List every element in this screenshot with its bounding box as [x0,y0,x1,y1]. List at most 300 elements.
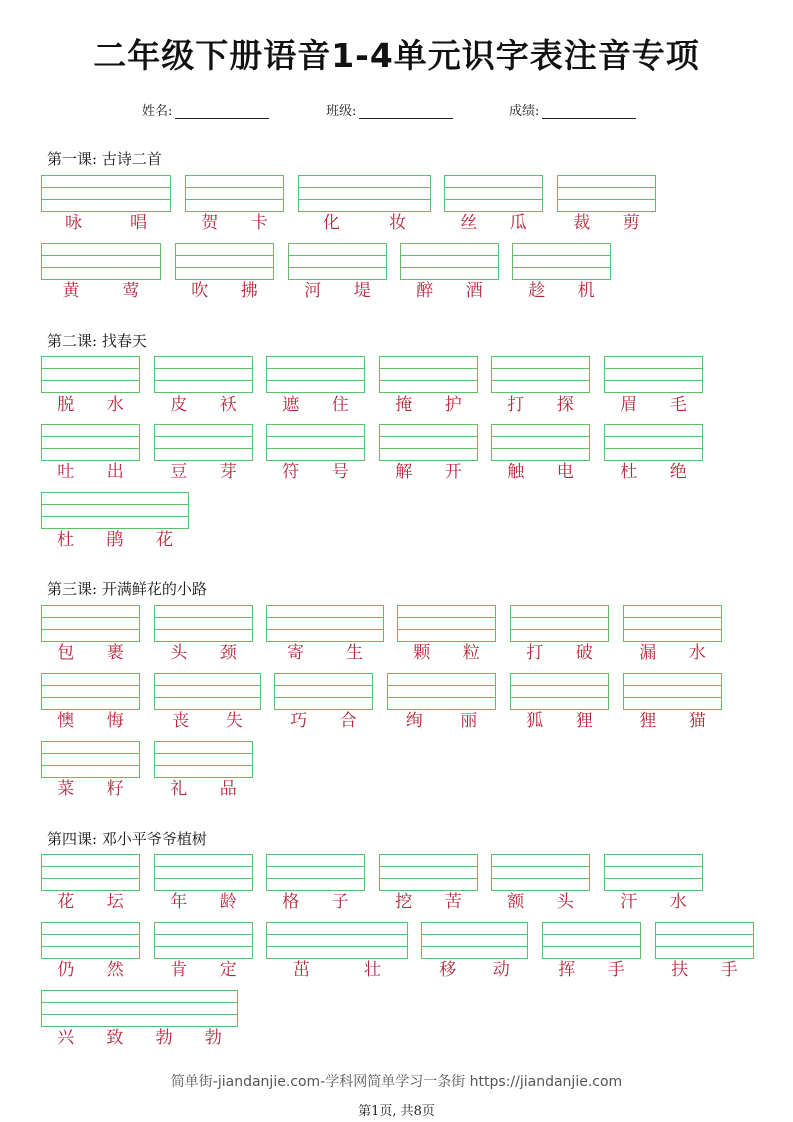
pinyin-guide-line [155,436,252,437]
pinyin-writing-box[interactable] [185,175,284,212]
pinyin-guide-line [267,380,364,381]
vocab-word [379,892,478,912]
pinyin-guide-line [398,617,495,618]
vocab-character: 额 [507,892,525,912]
pinyin-writing-box[interactable] [175,243,274,280]
pinyin-guide-line [511,697,608,698]
vocab-character: 吹 [191,281,209,301]
pinyin-guide-line [176,255,273,256]
pinyin-writing-box[interactable] [491,424,590,461]
vocab-character: 子 [331,892,349,912]
pinyin-guide-line [155,448,252,449]
vocab-word [387,711,496,731]
vocab-character: 寄 [287,643,304,663]
vocab-character: 剪 [622,213,640,233]
vocab-word [175,281,274,301]
pinyin-guide-line [155,753,252,754]
page-number: 第1页, 共8页 [358,1104,435,1119]
vocab-character: 酒 [465,281,483,301]
pinyin-guide-line [42,436,139,437]
vocab-character: 茁 [293,960,310,980]
vocab-character: 住 [331,395,349,415]
vocab-character: 唱 [130,213,147,233]
pinyin-guide-line [492,436,589,437]
footer-text: 简单街-jiandanjie.com-学科网简单学习一条街 https://jiandanjie.com [170,1074,623,1090]
pinyin-guide-line [543,946,640,947]
vocab-word [266,395,365,415]
pinyin-writing-box[interactable] [41,492,189,529]
vocab-character: 河 [304,281,322,301]
pinyin-guide-line [380,878,477,879]
vocab-character: 头 [556,892,574,912]
pinyin-guide-line [42,267,160,268]
pinyin-writing-box[interactable] [623,673,722,710]
pinyin-guide-line [605,380,702,381]
pinyin-guide-line [422,946,527,947]
pinyin-guide-line [398,629,495,630]
pinyin-guide-line [275,697,372,698]
vocab-character: 出 [106,462,124,482]
vocab-character: 挥 [558,960,576,980]
vocab-character: 绚 [405,711,423,731]
vocab-character: 狸 [639,711,657,731]
vocab-character: 杜 [57,530,75,550]
pinyin-guide-line [289,255,386,256]
pinyin-guide-line [42,629,139,630]
pinyin-guide-line [543,934,640,935]
pinyin-guide-line [42,516,188,517]
page-title: 二年级下册语音1-4单元识字表注音专项 [93,36,700,75]
vocab-word [623,711,722,731]
vocab-character: 花 [155,530,173,550]
vocab-character: 手 [607,960,625,980]
pinyin-guide-line [155,878,252,879]
vocab-character: 兴 [57,1028,75,1048]
vocab-character: 巧 [290,711,308,731]
vocab-character: 肯 [170,960,188,980]
pinyin-guide-line [155,368,252,369]
pinyin-writing-box[interactable] [41,854,140,891]
score-label: 成绩: [509,104,540,119]
vocab-character: 移 [439,960,457,980]
pinyin-writing-box[interactable] [154,922,253,959]
pinyin-writing-box[interactable] [604,424,703,461]
vocab-character: 手 [720,960,738,980]
vocab-character: 品 [219,779,237,799]
vocab-word [491,462,590,482]
vocab-word [400,281,499,301]
pinyin-writing-box[interactable] [421,922,528,959]
vocab-character: 开 [444,462,462,482]
vocab-character: 破 [575,643,593,663]
vocab-character: 悔 [106,711,124,731]
vocab-word [154,711,261,731]
vocab-word [41,892,140,912]
pinyin-guide-line [513,267,610,268]
vocab-word [154,892,253,912]
pinyin-guide-line [492,878,589,879]
pinyin-writing-box[interactable] [154,673,261,710]
vocab-word [41,395,140,415]
pinyin-writing-box[interactable] [444,175,543,212]
vocab-character: 护 [444,395,462,415]
pinyin-guide-line [42,765,139,766]
pinyin-guide-line [155,617,252,618]
pinyin-guide-line [492,368,589,369]
vocab-word [379,395,478,415]
pinyin-guide-line [380,866,477,867]
pinyin-guide-line [380,380,477,381]
pinyin-writing-box[interactable] [154,424,253,461]
pinyin-guide-line [401,267,498,268]
pinyin-guide-line [42,685,139,686]
vocab-word [41,213,171,233]
vocab-character: 颈 [219,643,237,663]
pinyin-writing-box[interactable] [266,605,384,642]
pinyin-guide-line [267,436,364,437]
pinyin-writing-box[interactable] [604,356,703,393]
pinyin-guide-line [155,866,252,867]
vocab-word [542,960,641,980]
vocab-character: 花 [57,892,75,912]
vocab-character: 拂 [240,281,258,301]
pinyin-guide-line [289,267,386,268]
pinyin-writing-box[interactable] [41,922,140,959]
pinyin-guide-line [656,946,753,947]
vocab-character: 丽 [460,711,478,731]
vocab-word [185,213,284,233]
pinyin-guide-line [186,199,283,200]
pinyin-guide-line [380,368,477,369]
vocab-word [444,213,543,233]
pinyin-guide-line [624,685,721,686]
pinyin-writing-box[interactable] [41,243,161,280]
pinyin-guide-line [492,380,589,381]
vocab-character: 解 [395,462,413,482]
vocab-character: 黄 [62,281,80,301]
vocab-character: 堤 [353,281,371,301]
pinyin-writing-box[interactable] [379,356,478,393]
pinyin-writing-box[interactable] [41,424,140,461]
pinyin-writing-box[interactable] [274,673,373,710]
pinyin-guide-line [42,187,170,188]
vocab-character: 猫 [688,711,706,731]
vocab-word [41,462,140,482]
pinyin-guide-line [267,878,364,879]
pinyin-writing-box[interactable] [379,424,478,461]
score-blank[interactable] [542,104,636,119]
vocab-word [379,462,478,482]
pinyin-guide-line [422,934,527,935]
pinyin-guide-line [42,946,139,947]
pinyin-writing-box[interactable] [397,605,496,642]
vocab-character: 龄 [219,892,237,912]
vocab-character: 年 [170,892,188,912]
vocab-character: 掩 [395,395,413,415]
vocab-word [41,1028,238,1048]
pinyin-guide-line [155,946,252,947]
vocab-character: 粒 [462,643,480,663]
vocab-character: 袄 [219,395,237,415]
pinyin-writing-box[interactable] [266,356,365,393]
pinyin-guide-line [267,368,364,369]
pinyin-writing-box[interactable] [512,243,611,280]
score-field[interactable] [509,100,636,119]
vocab-word [41,281,161,301]
vocab-character: 化 [322,213,340,233]
vocab-character: 触 [507,462,525,482]
pinyin-guide-line [42,368,139,369]
pinyin-guide-line [511,617,608,618]
pinyin-guide-line [624,617,721,618]
pinyin-guide-line [155,765,252,766]
pinyin-guide-line [445,187,542,188]
name-label: 姓名: [142,104,173,119]
pinyin-guide-line [388,697,495,698]
pinyin-guide-line [42,380,139,381]
vocab-character: 贺 [201,213,219,233]
pinyin-guide-line [155,380,252,381]
vocab-character: 醉 [416,281,434,301]
pinyin-guide-line [513,255,610,256]
pinyin-guide-line [42,1014,237,1015]
vocab-character: 狐 [526,711,544,731]
pinyin-writing-box[interactable] [379,854,478,891]
vocab-word [510,643,609,663]
pinyin-guide-line [445,199,542,200]
vocab-word [266,892,365,912]
pinyin-guide-line [275,685,372,686]
vocab-word [510,711,609,731]
vocab-word [266,960,408,980]
pinyin-guide-line [605,866,702,867]
vocab-word [557,213,656,233]
vocab-character: 仍 [57,960,75,980]
pinyin-writing-box[interactable] [387,673,496,710]
vocab-character: 电 [556,462,574,482]
pinyin-guide-line [605,436,702,437]
vocab-character: 丧 [172,711,190,731]
pinyin-guide-line [267,617,383,618]
pinyin-writing-box[interactable] [491,356,590,393]
vocab-character: 勃 [204,1028,222,1048]
pinyin-guide-line [42,753,139,754]
pinyin-writing-box[interactable] [154,356,253,393]
vocab-character: 皮 [170,395,188,415]
vocab-character: 吐 [57,462,75,482]
lesson-title: 第一课: 古诗二首 [47,150,162,168]
vocab-word [491,395,590,415]
pinyin-writing-box[interactable] [491,854,590,891]
vocab-word [154,960,253,980]
pinyin-guide-line [42,1002,237,1003]
class-label: 班级: [326,104,357,119]
pinyin-guide-line [267,934,407,935]
pinyin-writing-box[interactable] [41,741,140,778]
vocab-character: 机 [577,281,595,301]
vocab-word [655,960,754,980]
class-blank[interactable] [359,104,453,119]
pinyin-writing-box[interactable] [400,243,499,280]
vocab-word [421,960,528,980]
vocab-character: 格 [282,892,300,912]
pinyin-guide-line [42,448,139,449]
vocab-word [397,643,496,663]
vocab-word [604,892,703,912]
vocab-character: 水 [669,892,687,912]
vocab-character: 定 [219,960,237,980]
pinyin-writing-box[interactable] [41,605,140,642]
vocab-character: 懊 [57,711,75,731]
pinyin-writing-box[interactable] [154,854,253,891]
pinyin-writing-box[interactable] [266,424,365,461]
vocab-character: 豆 [170,462,188,482]
pinyin-writing-box[interactable] [41,356,140,393]
pinyin-guide-line [299,187,430,188]
vocab-character: 妆 [389,213,407,233]
pinyin-guide-line [155,685,260,686]
vocab-character: 狸 [575,711,593,731]
vocab-character: 然 [106,960,124,980]
pinyin-guide-line [388,685,495,686]
vocab-character: 卡 [250,213,268,233]
vocab-character: 苦 [444,892,462,912]
vocab-character: 鹃 [106,530,124,550]
vocab-character: 眉 [620,395,638,415]
pinyin-guide-line [267,448,364,449]
vocab-character: 坛 [106,892,124,912]
pinyin-writing-box[interactable] [557,175,656,212]
pinyin-guide-line [299,199,430,200]
vocab-word [154,462,253,482]
vocab-word [154,395,253,415]
pinyin-guide-line [492,448,589,449]
vocab-word [154,643,253,663]
vocab-character: 动 [492,960,510,980]
vocab-character: 咏 [65,213,82,233]
pinyin-writing-box[interactable] [655,922,754,959]
vocab-character: 壮 [364,960,381,980]
vocab-character: 挖 [395,892,413,912]
vocab-word [41,711,140,731]
vocab-word [41,643,140,663]
pinyin-guide-line [605,878,702,879]
vocab-character: 莺 [122,281,140,301]
pinyin-writing-box[interactable] [288,243,387,280]
pinyin-guide-line [380,448,477,449]
class-field[interactable] [326,100,453,119]
pinyin-writing-box[interactable] [41,175,171,212]
pinyin-writing-box[interactable] [542,922,641,959]
pinyin-writing-box[interactable] [604,854,703,891]
vocab-character: 汗 [620,892,638,912]
vocab-character: 杜 [620,462,638,482]
vocab-word [41,530,189,550]
vocab-character: 脱 [57,395,75,415]
vocab-word [41,779,140,799]
vocab-character: 包 [57,643,75,663]
pinyin-guide-line [401,255,498,256]
vocab-character: 符 [282,462,300,482]
vocab-character: 裹 [106,643,124,663]
vocab-character: 漏 [639,643,657,663]
vocab-character: 致 [106,1028,124,1048]
pinyin-guide-line [42,617,139,618]
pinyin-writing-box[interactable] [510,605,609,642]
vocab-word [266,462,365,482]
pinyin-writing-box[interactable] [154,741,253,778]
pinyin-guide-line [605,448,702,449]
vocab-character: 礼 [170,779,188,799]
vocab-character: 遮 [282,395,300,415]
vocab-character: 探 [556,395,574,415]
name-field[interactable] [142,100,269,119]
vocab-character: 趁 [528,281,546,301]
vocab-character: 籽 [106,779,124,799]
vocab-word [604,395,703,415]
vocab-word [512,281,611,301]
pinyin-guide-line [42,255,160,256]
vocab-character: 芽 [219,462,237,482]
vocab-character: 勃 [155,1028,173,1048]
pinyin-writing-box[interactable] [510,673,609,710]
pinyin-writing-box[interactable] [266,922,408,959]
pinyin-guide-line [511,685,608,686]
pinyin-guide-line [155,629,252,630]
vocab-word [41,960,140,980]
vocab-character: 失 [225,711,243,731]
pinyin-writing-box[interactable] [41,990,238,1027]
pinyin-guide-line [42,878,139,879]
lesson-title: 第三课: 开满鲜花的小路 [47,580,207,598]
vocab-word [604,462,703,482]
vocab-character: 合 [339,711,357,731]
pinyin-guide-line [176,267,273,268]
pinyin-writing-box[interactable] [298,175,431,212]
vocab-character: 水 [688,643,706,663]
name-blank[interactable] [175,104,269,119]
pinyin-guide-line [42,866,139,867]
pinyin-writing-box[interactable] [41,673,140,710]
vocab-character: 打 [507,395,525,415]
vocab-word [154,779,253,799]
vocab-character: 打 [526,643,544,663]
pinyin-guide-line [511,629,608,630]
vocab-character: 毛 [669,395,687,415]
vocab-character: 瓜 [509,213,527,233]
vocab-word [274,711,373,731]
vocab-character: 水 [106,395,124,415]
pinyin-guide-line [380,436,477,437]
vocab-character: 生 [346,643,363,663]
pinyin-guide-line [267,866,364,867]
pinyin-guide-line [42,199,170,200]
vocab-word [623,643,722,663]
vocab-character: 裁 [573,213,591,233]
vocab-character: 头 [170,643,188,663]
vocab-word [298,213,431,233]
pinyin-writing-box[interactable] [154,605,253,642]
vocab-word [288,281,387,301]
vocab-character: 绝 [669,462,687,482]
pinyin-writing-box[interactable] [623,605,722,642]
vocab-character: 菜 [57,779,75,799]
pinyin-writing-box[interactable] [266,854,365,891]
pinyin-guide-line [605,368,702,369]
pinyin-guide-line [42,504,188,505]
vocab-character: 扶 [671,960,689,980]
pinyin-guide-line [558,187,655,188]
